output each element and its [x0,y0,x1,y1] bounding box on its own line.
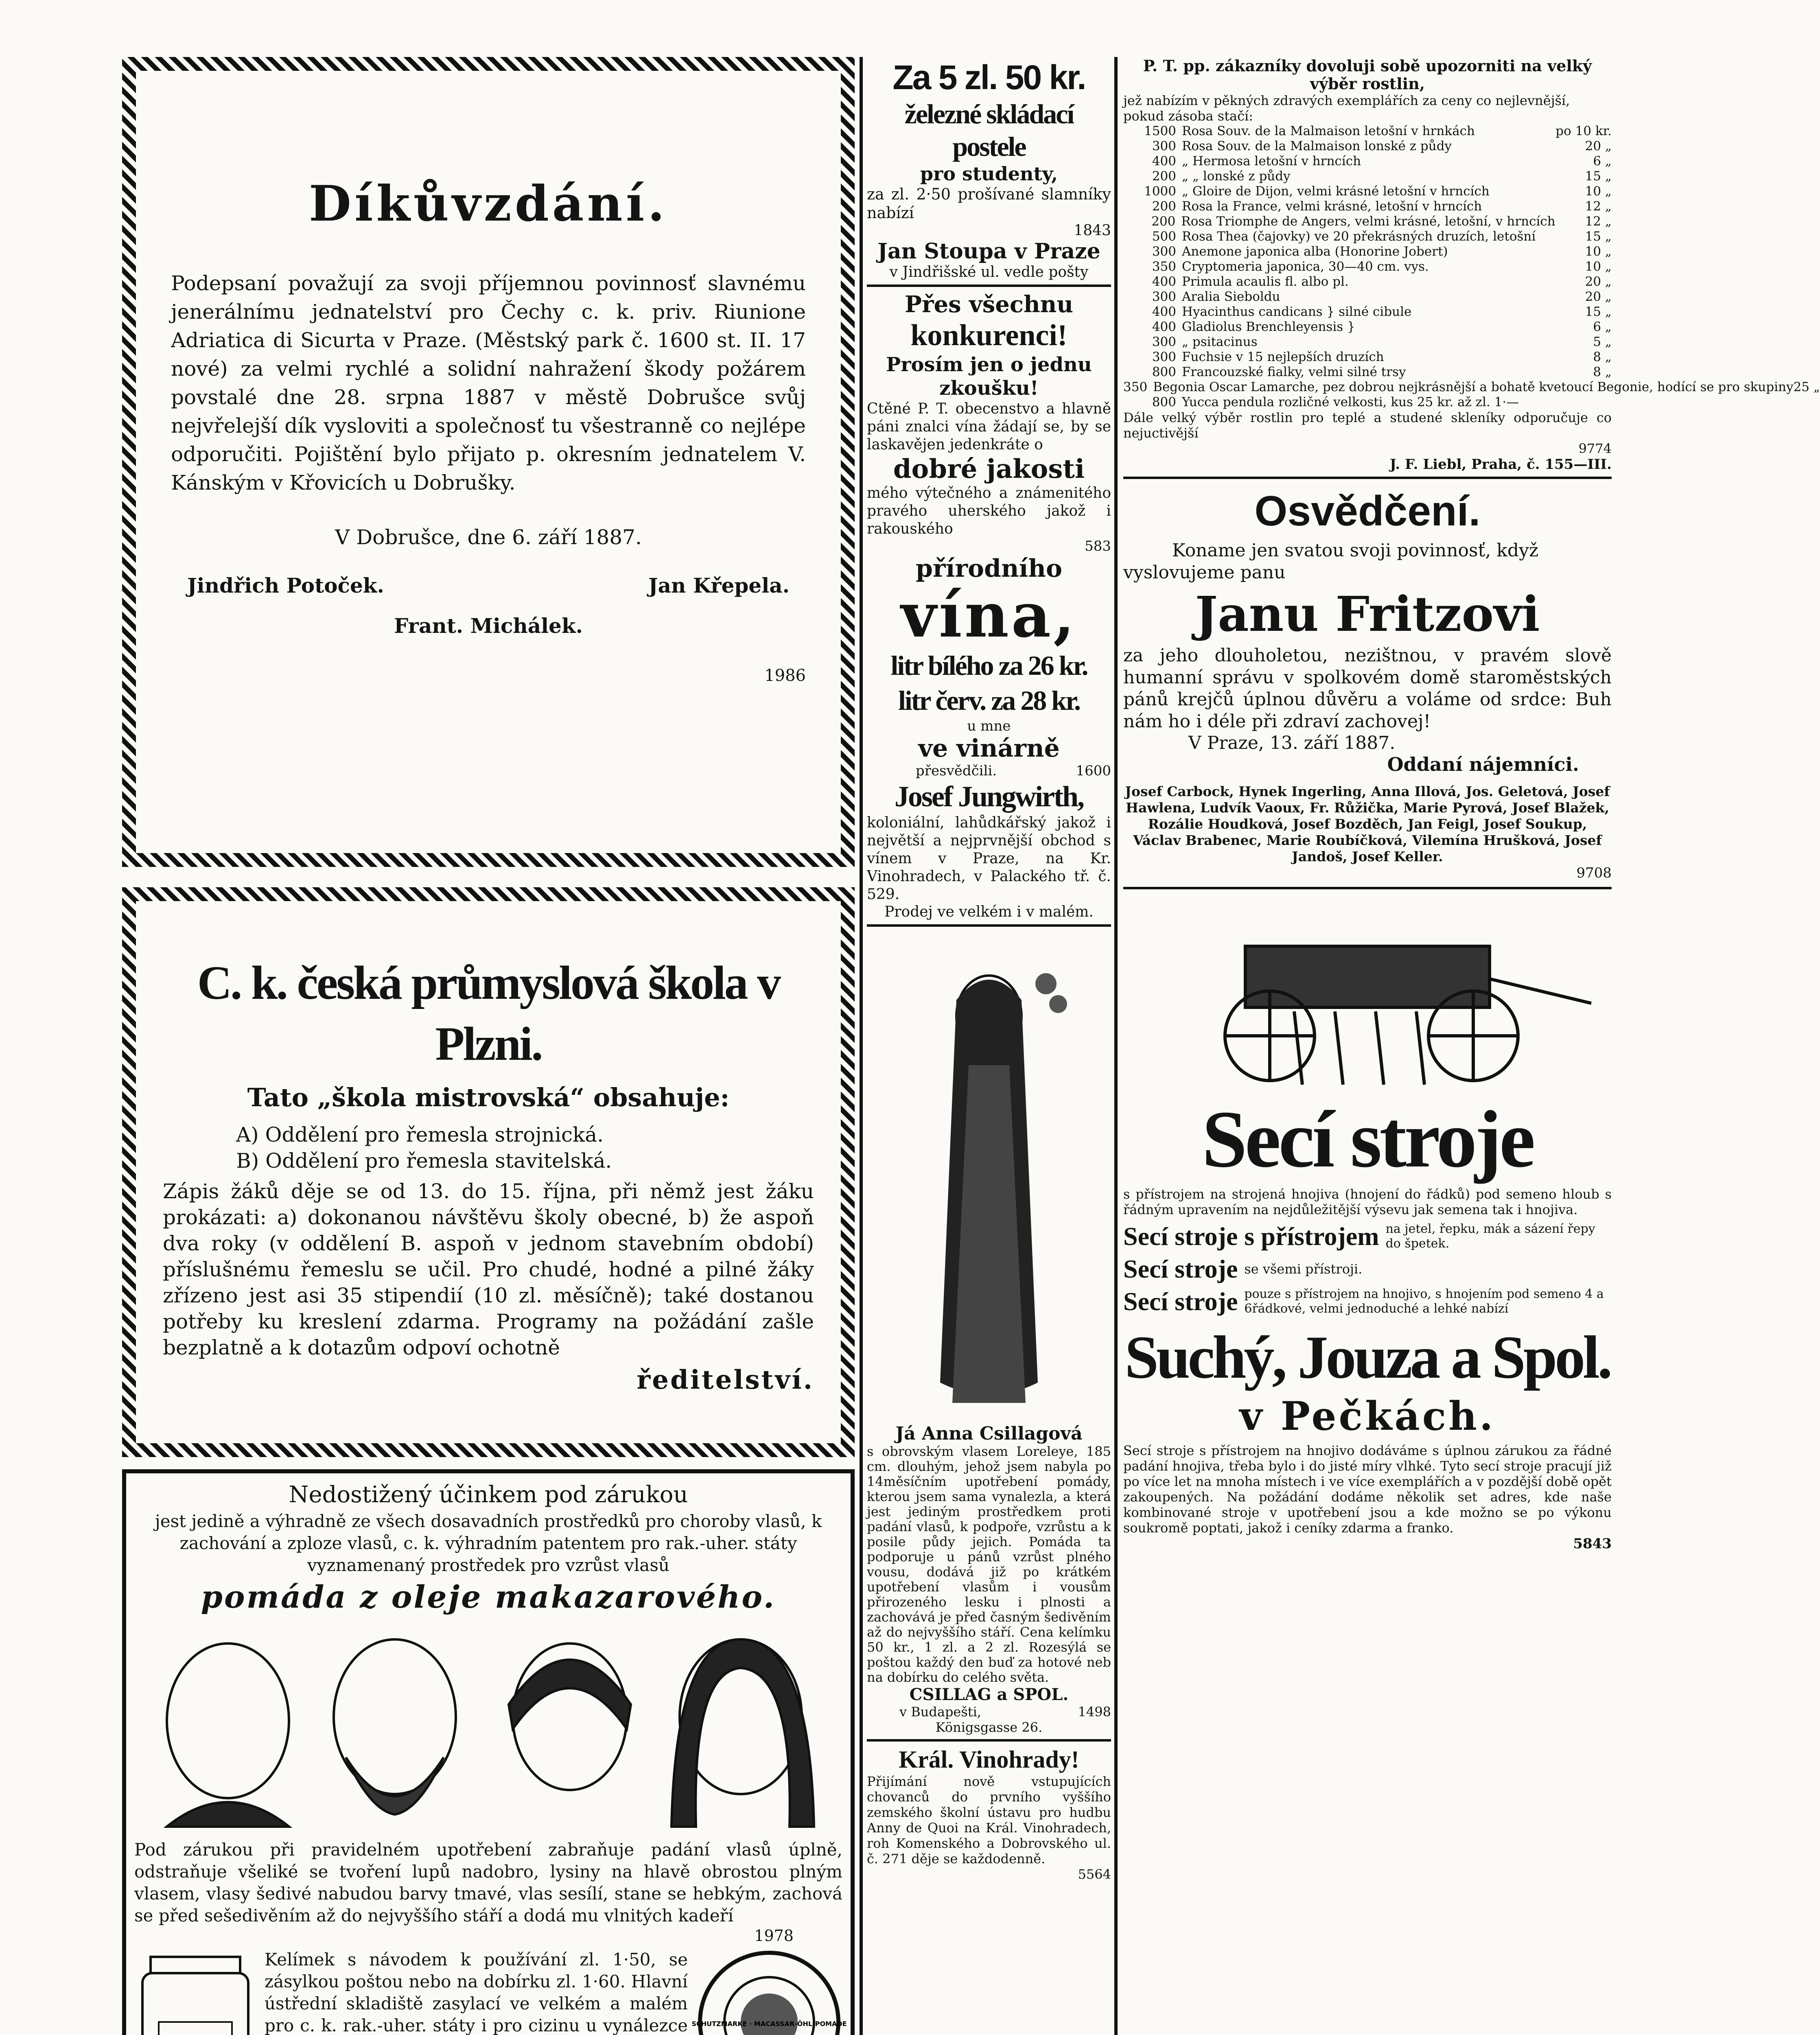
skola-line-a: A) Oddělení pro řemesla strojnická. [236,1123,604,1147]
rostliny-row [1123,365,1612,380]
rostliny-cell-p: 8 „ [1593,350,1612,364]
rostliny-cell-t: „ Gloire de Dijon, velmi krásné letošní v hrncích [1182,184,1490,199]
rostliny-cell-n: 200 [1152,169,1176,184]
stroje-h4: Secí stroje [1123,1287,1238,1316]
osvedceni-names: Josef Carbock, Hynek Ingerling, Anna Illová, Jos. Geletová, Josef Hawlena, Ludvík Vaoux, Fr. Růžička, Marie Pyrová, Josef Blažek, Rozálie Houdková, Josef Bozděch, Jan Feigl, Josef Soukup, Václav Brabenec, Marie Roubíčková, Vilemína Hrušková, Josef Jandoš, Josef Keller. [1125,783,1610,864]
rostliny-row [1123,154,1612,169]
postele-for: pro studenty, [920,163,1058,185]
rostliny-row [1123,380,1820,395]
rostliny-cell-t: Fuchsie v 15 nejlepších druzích [1182,350,1384,364]
vino-t6: vína, [901,580,1077,651]
rostliny-head: P. T. pp. zákazníky dovoluji sobě upozorniti na velký výběr rostlin, [1143,57,1592,93]
ad-stroje [1123,889,1612,1552]
rostliny-cell-t: Yucca pendula rozličné velkosti, kus 25 kr. až zl. 1·— [1182,395,1519,409]
column-rule-1 [860,57,863,2035]
skola-subtitle: Tato „škola mistrovská“ obsahuje: [247,1083,730,1112]
dikuvzdani-number: 1986 [764,666,806,685]
dikuvzdani-signer-2: Jan Křepela. [648,573,790,597]
rostliny-cell-p: 10 „ [1585,244,1612,259]
csillag-title: Já Anna Csillagová [895,1423,1083,1444]
vino-seller: Josef Jungwirth, [894,780,1083,813]
pomada-jar [134,1949,256,2035]
rostliny-row [1123,199,1612,214]
rostliny-row [1123,289,1612,304]
stroje-title: Secí stroje [1202,1094,1533,1184]
ad-vino [867,287,1111,927]
rostliny-cell-p: 8 „ [1593,365,1612,379]
stroje-num: 5843 [1573,1536,1612,1552]
column-2 [867,57,1111,2035]
vinohrady-title: Král. Vinohrady! [899,1746,1079,1773]
csillag-street: Königsgasse 26. [935,1720,1043,1735]
skola-body: Zápis žáků děje se od 13. do 15. října, při němž jest žáku prokázati: a) dokonanou návštěvu školy obecné, b) že aspoň dva roky (v oddělení B. aspoň v jednom stavebním období) příslušnému řemeslu se učil. Pro chudé, hodné a pilné žáky zřízeno jest asi 35 stipendií (10 zl. měsíčně); také dostanou potřeby ku kreslení zdarma. Programy na požádání zašle bezplatně a k dotazům odpoví ochotně [163,1179,814,1359]
vino-t9: u mne [967,718,1011,734]
rostliny-cell-n: 350 [1152,259,1176,274]
vino-t8: litr červ. za 28 kr. [898,685,1080,716]
vino-t1: Přes všechnu [904,291,1074,318]
postele-item: železné skládací postele [904,98,1074,162]
stroje-place: v Pečkách. [1239,1393,1496,1439]
vino-body2: mého výtečného a známenitého pravého uherského jakož i rakouského [867,485,1111,537]
rostliny-cell-p [1555,395,1612,410]
rostliny-cell-p: 12 „ [1585,214,1612,229]
seed-drill-illustration [1123,897,1612,1093]
osvedceni-name: Janu Fritzovi [1195,586,1540,642]
postele-num: 1843 [1074,222,1111,239]
rostliny-cell-p: 25 „ [1793,380,1820,394]
vino-body: Ctěné P. T. obecenstvo a hlavně páni znalci vína žádají se, by se laskavějen jedenkráte o [867,400,1111,453]
vino-t3: Prosím jen o jednu zkoušku! [886,353,1092,400]
dikuvzdani-title: Díkůvzdání. [308,175,668,232]
stroje-h2b: na jetel, řepku, mák a sázení řepy do špetek. [1385,1222,1595,1251]
rostliny-cell-n: 300 [1152,289,1176,304]
pomada-trademark-stamp [691,1949,847,2035]
rostliny-intro: jež nabízím v pěkných zdravých exemplářích za ceny co nejlevnější, pokud zásoba stačí: [1123,93,1570,124]
pomada-number: 1978 [754,1927,794,1945]
vinohrady-body: Přijímání nově vstupujících chovanců do prvního vyššího zemského školní ústavu pro hudbu Anny de Quoi na Král. Vinohradech, roh Komenského a Dobrovského ul. č. 271 děje se každodenně. [867,1774,1111,1867]
osvedceni-title: Osvědčení. [1254,488,1481,535]
rostliny-row [1123,274,1612,289]
stroje-h4b: pouze s přístrojem na hnojivo, s hnojením pod semeno 4 a 6řádkové, velmi jednoduché a lehké nabízí [1244,1287,1604,1316]
vino-t2: konkurenci! [910,319,1068,352]
stroje-h2: Secí stroje s přístrojem [1123,1222,1379,1251]
rostliny-row [1123,124,1612,139]
rostliny-row [1123,335,1612,350]
ad-vinohrady [867,1742,1111,1882]
rostliny-signature: J. F. Liebl, Praha, č. 155—III. [1389,456,1612,473]
ad-osvedceni [1123,477,1612,889]
rostliny-row [1123,395,1612,410]
osvedceni-intro: Koname jen svatou svoji povinnosť, když vyslovujeme panu [1123,540,1539,583]
rostliny-cell-n: 200 [1152,199,1176,214]
rostliny-cell-n: 350 [1123,380,1148,394]
skola-signature: ředitelství. [637,1365,814,1395]
ad-dikuvzdani-inner [171,122,806,822]
rostliny-cell-t: Hyacinthus candicans } silné cibule [1182,304,1412,319]
ad-csillag [867,1423,1111,1742]
dikuvzdani-body: Podepsaní považují za svoji příjemnou povinnosť slavnému jenerálnímu jednatelství pro Čechy c. k. priv. Riunione Adriatica di Sicurta v Praze. (Městský park č. 1600 st. II. 17 nové) za velmi rychlé a solidní nahražení škody požárem povstalé dne 28. srpna 1887 v městě Dobrušce svůj nejvřelejší dík vysloviti a společnosť tu všestranně co nejlépe odporučiti. Pojištění bylo přijato p. okresním jednatelem V. Kánským v Křovicích u Dobrušky. [171,271,806,495]
rostliny-table [1123,124,1820,410]
rostliny-row [1123,259,1612,274]
rostliny-cell-t: Rosa Triomphe de Angers, velmi krásné, letošní, v hrncích [1181,214,1555,229]
rostliny-row [1123,244,1612,259]
stroje-h3: Secí stroje [1123,1254,1238,1283]
rostliny-cell-n: 300 [1152,244,1176,259]
rostliny-cell-p: 6 „ [1593,154,1612,168]
rostliny-cell-p: 15 „ [1585,304,1612,319]
rostliny-cell-t: Francouzské fialky, velmi silné trsy [1182,365,1406,379]
vino-body3: koloniální, lahůdkářský jakož i největší a nejprvnější obchod s vínem v Praze, na Kr. Vinohradech, v Palackého tř. č. 529. [867,814,1111,903]
vino-num: 583 [1085,538,1111,554]
pomada-order: Kelímek s návodem k používání zl. 1·50, se zásylkou poštou nebo na dobírku zl. 1·60. Hlavní ústřední skladiště zasylací ve velkém a malém pro c. k. rak.-uher. státy i pro cizinu u vynálezce [265,1950,688,2035]
dikuvzdani-place-date: V Dobrušce, dne 6. září 1887. [335,525,642,549]
rostliny-cell-p: 20 „ [1585,139,1612,153]
osvedceni-num: 9708 [1576,865,1612,881]
postele-body: za zl. 2·50 prošívané slamníky nabízí [867,185,1111,222]
osvedceni-body: za jeho dlouholetou, nezištnou, v pravém slově humanní správu v spolkovém domě staroměstských pánů krejčů úplnou důvěru a voláme od srdce: Buh nám ho i déle při zdraví zachovej! [1123,645,1612,732]
rostliny-cell-p: 10 „ [1585,259,1612,274]
rostliny-row [1123,350,1612,365]
vino-t10: ve vinárně [918,734,1060,763]
ad-pomada-inner [134,1481,847,2035]
pomada-product: pomáda z oleje makazarového. [201,1579,776,1615]
rostliny-row [1123,214,1612,229]
ad-skola-inner [163,920,814,1441]
vino-footer: Prodej ve velkém i v malém. [884,904,1094,920]
column-rule-2 [1114,57,1118,2035]
rostliny-cell-t: „ „ lonské z půdy [1182,169,1291,184]
rostliny-footer: Dále velký výběr rostlin pro teplé a studené skleníky odporučuje co nejuctivější [1123,410,1612,441]
csillag-portrait [867,935,1111,1423]
csillag-company: CSILLAG a SPOL. [909,1685,1069,1704]
rostliny-cell-n: 300 [1152,335,1176,349]
pomada-headline: Nedostižený účinkem pod zárukou [289,1481,688,1508]
rostliny-cell-p: 20 „ [1585,289,1612,304]
rostliny-cell-n: 300 [1152,350,1176,364]
ad-postele [867,57,1111,287]
pomada-stamp-text: SCHUTZMARKE · MACASSAR-ÖHL-POMADE [691,2020,847,2028]
rostliny-cell-t: Rosa Souv. de la Malmaison lonské z půdy [1182,139,1452,153]
column-3 [1123,57,1820,2035]
pomada-intro: jest jedině a výhradně ze všech dosavadních prostředků pro choroby vlasů, k zachování a zploze vlasů, c. k. výhradním patentem pro rak.-uher. státy vyznamenaný prostředek pro vzrůst vlasů [155,1511,822,1575]
rostliny-cell-n: 300 [1152,139,1176,153]
csillag-num: 1498 [1078,1704,1111,1720]
rostliny-row [1123,319,1612,335]
csillag-body: s obrovským vlasem Loreleye, 185 cm. dlouhým, jehož jsem nabyla po 14měsíčním upotřebení pomády, kterou jsem sama vynalezla, a která jest jediným prostředkem proti padání vlasů, k podpoře, vzrůstu a k posile půdy jejich. Pomáda ta podporuje u pánů vzrůst plného vousu, dodává již po krátkém upotřebení vlasům i vousům přirozeného lesku i plnosti a zachovává je před časným šedivěním až do nejvyššího stáří. Cena kelímku 50 kr., 1 zl. a 2 zl. Rozesýlá se poštou každý den buď za hotové neb na dobírku do celého světa. [867,1444,1111,1685]
vinohrady-num: 5564 [1078,1867,1111,1882]
stroje-firm: Suchý, Jouza a Spol. [1124,1324,1610,1391]
skola-line-b: B) Oddělení pro řemesla stavitelská. [236,1149,612,1173]
skola-title: C. k. česká průmyslová škola v Plzni. [197,956,780,1070]
pomada-portraits [134,1623,842,1827]
rostliny-row [1123,304,1612,319]
osvedceni-sig: Oddaní nájemníci. [1387,753,1579,775]
dikuvzdani-signer-1: Jindřich Potoček. [187,573,384,597]
osvedceni-date: V Praze, 13. září 1887. [1188,733,1396,753]
rostliny-cell-p: 15 „ [1585,169,1612,184]
rostliny-cell-n: 1500 [1144,124,1176,138]
rostliny-cell-n: 400 [1152,274,1176,289]
rostliny-cell-t: Rosa la France, velmi krásné, letošní v hrncích [1182,199,1482,214]
rostliny-cell-n: 200 [1151,214,1176,229]
vino-t11: přesvědčili. [916,763,997,779]
rostliny-cell-t: Rosa Souv. de la Malmaison letošní v hrnkách [1182,124,1475,138]
rostliny-cell-p: 6 „ [1593,319,1612,334]
rostliny-cell-t: Rosa Thea (čajovky) ve 20 překrásných druzích, letošní [1182,229,1536,244]
rostliny-row [1123,139,1612,154]
stroje-body: Secí stroje s přístrojem na hnojivo dodáváme s úplnou zárukou za řádné padání hnojiva, třeba bylo i do jisté míry vlhké. Tyto secí stroje pracují již po více let na mnoha místech i ve více exemplářích a v pozdější době opět zakoupených. Na požádání dodáme několik set adres, kde naše kombinované stroje v upotřebení jsou a kde možno se po výkonu soukromě poptati, jakož i ceníky zdarma a franko. [1123,1443,1612,1536]
portrait-man-1 [167,1643,289,1798]
rostliny-cell-n: 800 [1152,395,1176,409]
csillag-city: v Budapešti, [899,1704,982,1720]
rostliny-cell-n: 400 [1152,154,1176,168]
rostliny-cell-p: 10 „ [1585,184,1612,199]
stroje-h3b: se všemi přístroji. [1244,1261,1363,1277]
vino-t4: dobré jakosti [893,454,1085,484]
rostliny-cell-p: 5 „ [1593,335,1612,349]
ad-rostliny [1123,57,1820,477]
rostliny-cell-n: 800 [1152,365,1176,379]
rostliny-cell-p: po 10 kr. [1555,124,1612,138]
rostliny-cell-t: Gladiolus Brenchleyensis } [1182,319,1355,334]
pomada-body: Pod zárukou při pravidelném upotřebení zabraňuje padání vlasů úplně, odstraňuje všeliké se tvoření lupů nadobro, lysiny na hlavě obrostou plným vlasem, vlasy šedivé nabudou barvy tmavé, vlas sesílí, stane se hebkým, zachová se před sešedivěním až do nejvyššího stáří a dodá mu vlnitých kadeří [134,1840,842,1926]
rostliny-cell-p: 20 „ [1585,274,1612,289]
rostliny-num: 9774 [1578,441,1612,456]
vino-num2: 1600 [1076,763,1111,779]
rostliny-cell-t: „ psitacinus [1182,335,1258,349]
rostliny-cell-t: Primula acaulis fl. albo pl. [1182,274,1349,289]
rostliny-row [1123,169,1612,184]
rostliny-cell-t: Begonia Oscar Lamarche, pez dobrou nejkrásnější a bohatě kvetoucí Begonie, hodící se pro skupiny [1153,380,1794,394]
rostliny-row [1123,184,1612,199]
rostliny-cell-t: Anemone japonica alba (Honorine Jobert) [1182,244,1448,259]
postele-address: v Jindřišské ul. vedle pošty [889,264,1089,280]
rostliny-cell-n: 400 [1152,319,1176,334]
rostliny-row [1123,229,1612,244]
postele-seller: Jan Stoupa v Praze [877,239,1100,264]
postele-price: Za 5 zl. 50 kr. [892,58,1085,96]
rostliny-cell-p: 15 „ [1585,229,1612,244]
rostliny-cell-p: 12 „ [1585,199,1612,214]
rostliny-cell-t: „ Hermosa letošní v hrncích [1182,154,1361,168]
vino-t7: litr bílého za 26 kr. [890,650,1087,681]
stroje-l1: s přístrojem na strojená hnojiva (hnojení do řádků) pod semeno hloub s řádným upravením na nejdůležitější výsevu jak semena tak i hnojiva. [1123,1186,1612,1217]
rostliny-cell-n: 500 [1152,229,1176,244]
rostliny-cell-t: Cryptomeria japonica, 30—40 cm. vys. [1182,259,1429,274]
dikuvzdani-signer-3: Frant. Michálek. [394,614,583,638]
rostliny-cell-n: 400 [1152,304,1176,319]
rostliny-cell-t: Aralia Sieboldu [1182,289,1280,304]
vino-t5: přírodního [916,554,1062,583]
rostliny-cell-n: 1000 [1144,184,1176,199]
